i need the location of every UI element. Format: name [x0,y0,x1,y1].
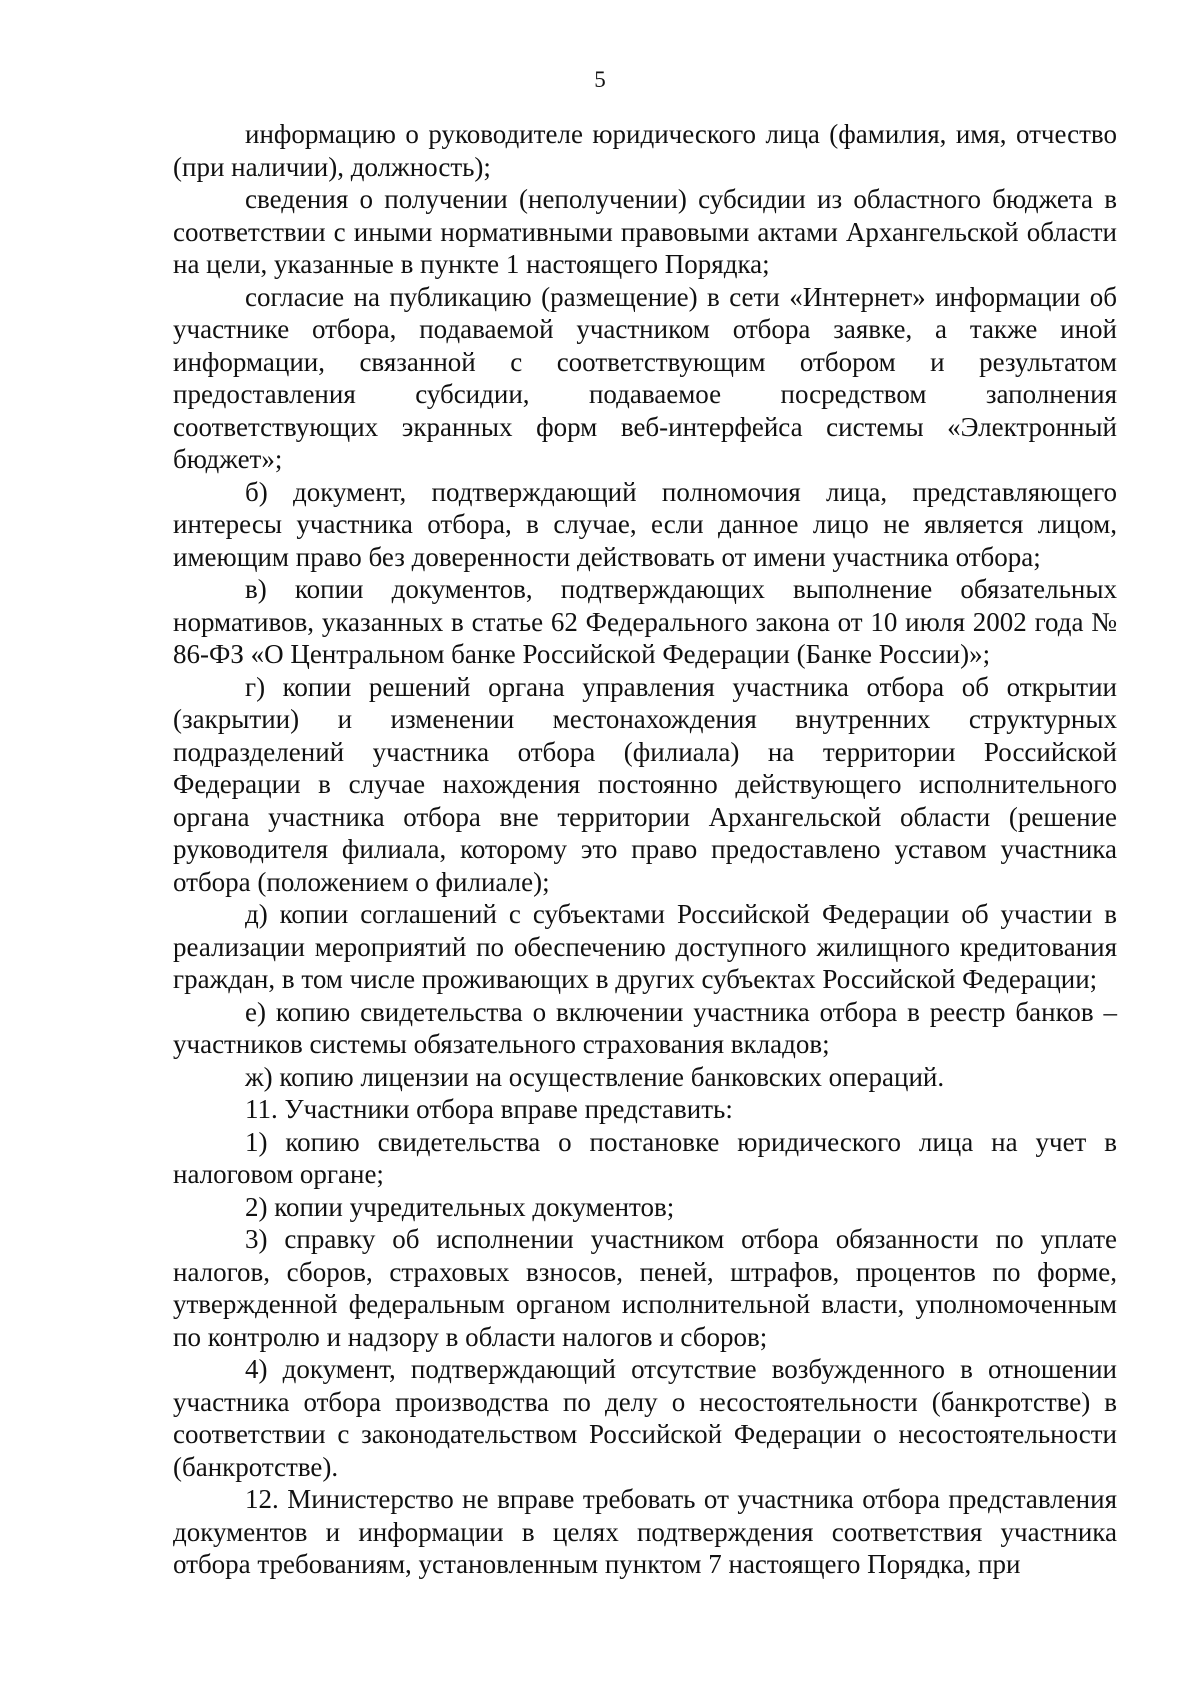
page-number: 5 [594,67,606,92]
paragraph-item-g: г) копии решений органа управления участника отбора об открытии (закрытии) и изменении местонахождения внутренних структурных подразделений участника отбора (филиала) на территории Российской Федерации в случае нахождения постоянно действующего исполнительного органа участника отбора вне территории Архангельской области (решение руководителя филиала, которому это право предоставлено уставом участника отбора (положением о филиале); [173,671,1117,897]
paragraph-item-d: д) копии соглашений с субъектами Российской Федерации об участии в реализации мероприятий по обеспечению доступного жилищного кредитования граждан, в том числе проживающих в других субъектах Российской Федерации; [173,899,1117,994]
paragraph-clause-11-item-3: 3) справку об исполнении участником отбора обязанности по уплате налогов, сборов, страховых взносов, пеней, штрафов, процентов по форме, утвержденной федеральным органом исполнительной власти, уполномоченным по контролю и надзору в области налогов и сборов; [173,1224,1117,1352]
document-body [173,118,1117,1581]
paragraph-item-zh: ж) копию лицензии на осуществление банковских операций. [245,1061,945,1092]
paragraph-clause-12: 12. Министерство не вправе требовать от участника отбора представления документов и информации в целях подтверждения соответствия участника отбора требованиям, установленным пунктом 7 настоящего Порядка, при [173,1484,1117,1579]
paragraph-clause-11-item-2: 2) копии учредительных документов; [245,1191,675,1222]
paragraph-clause-11-item-1: 1) копию свидетельства о постановке юридического лица на учет в налоговом органе; [173,1126,1117,1189]
paragraph-item-b: б) документ, подтверждающий полномочия лица, представляющего интересы участника отбора, в случае, если данное лицо не является лицом, имеющим право без доверенности действовать от имени участника отбора; [173,476,1117,572]
paragraph-item-v: в) копии документов, подтверждающих выполнение обязательных нормативов, указанных в статье 62 Федерального закона от 10 июля 2002 года № 86-ФЗ «О Центральном банке Российской Федерации (Банке России)»; [173,574,1117,669]
paragraph-head-info: информацию о руководителе юридического лица (фамилия, имя, отчество (при наличии), должность); [173,119,1117,182]
paragraph-subsidy-info: сведения о получении (неполучении) субсидии из областного бюджета в соответствии с иными нормативными правовыми актами Архангельской области на цели, указанные в пункте 1 настоящего Порядка; [173,184,1117,279]
paragraph-item-e: е) копию свидетельства о включении участника отбора в реестр банков – участников системы обязательного страхования вкладов; [173,996,1117,1059]
paragraph-clause-11: 11. Участники отбора вправе представить: [245,1094,733,1124]
paragraph-clause-11-item-4: 4) документ, подтверждающий отсутствие возбужденного в отношении участника отбора производства по делу о несостоятельности (банкротстве) в соответствии с законодательством Российской Федерации о несостоятельности (банкротстве). [173,1354,1117,1482]
paragraph-publication-consent: согласие на публикацию (размещение) в сети «Интернет» информации об участнике отбора, подаваемой участником отбора заявке, а также иной информации, связанной с соответствующим отбором и результатом предоставления субсидии, подаваемое посредством заполнения соответствующих экранных форм веб-интерфейса системы «Электронный бюджет»; [173,281,1117,474]
